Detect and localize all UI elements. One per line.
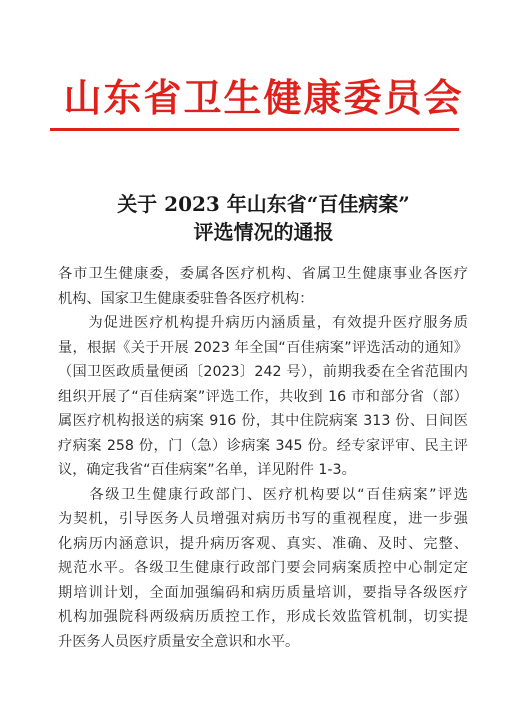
body-line: 疗病案 258 份，门（急）诊病案 345 份。经专家评审、民主评 [58, 437, 468, 454]
body-line: 为契机，引导医务人员增强对病历书写的重视程度，进一步强 [58, 511, 468, 527]
body-line: 机构加强院科两级病历质控工作，形成长效监管机制，切实提 [58, 609, 468, 625]
body-line: 各级卫生健康行政部门、医疗机构要以“百佳病案”评选 [58, 486, 468, 503]
body-line: 量，根据《关于开展 2023 年全国“百佳病案”评选活动的通知》 [58, 339, 468, 356]
body-line: 属医疗机构报送的病案 916 份，其中住院病案 313 份、日间医 [58, 413, 468, 429]
body-line: （国卫医政质量便函〔2023〕242 号），前期我委在全省范围内 [58, 364, 468, 380]
body-line: 期培训计划，全面加强编码和病历质量培训，要指导各级医疗 [58, 584, 468, 601]
body-line: 化病历内涵意识，提升病历客观、真实、准确、及时、完整、 [58, 535, 468, 552]
body-line: 组织开展了“百佳病案”评选工作，共收到 16 市和部分省（部） [58, 388, 468, 405]
notice-body [58, 262, 468, 654]
body-line: 为促进医疗机构提升病历内涵质量，有效提升医疗服务质 [58, 315, 468, 331]
body-line: 各市卫生健康委，委属各医疗机构、省属卫生健康事业各医疗 [58, 266, 468, 282]
notice-title-line-2: 评选情况的通报 [193, 220, 334, 244]
body-line: 升医务人员医疗质量安全意识和水平。 [58, 633, 300, 650]
notice-title-line-1: 关于 2023 年山东省“百佳病案” [117, 192, 410, 216]
body-line: 议，确定我省“百佳病案”名单，详见附件 1-3。 [58, 462, 356, 478]
letterhead-title: 山东省卫生健康委员会 [63, 75, 464, 120]
body-line: 机构、国家卫生健康委驻鲁各医疗机构： [58, 290, 314, 307]
body-line: 规范水平。各级卫生健康行政部门要会同病案质控中心制定定 [58, 560, 468, 576]
red-divider-rule [50, 128, 459, 131]
notice-title [0, 190, 527, 246]
